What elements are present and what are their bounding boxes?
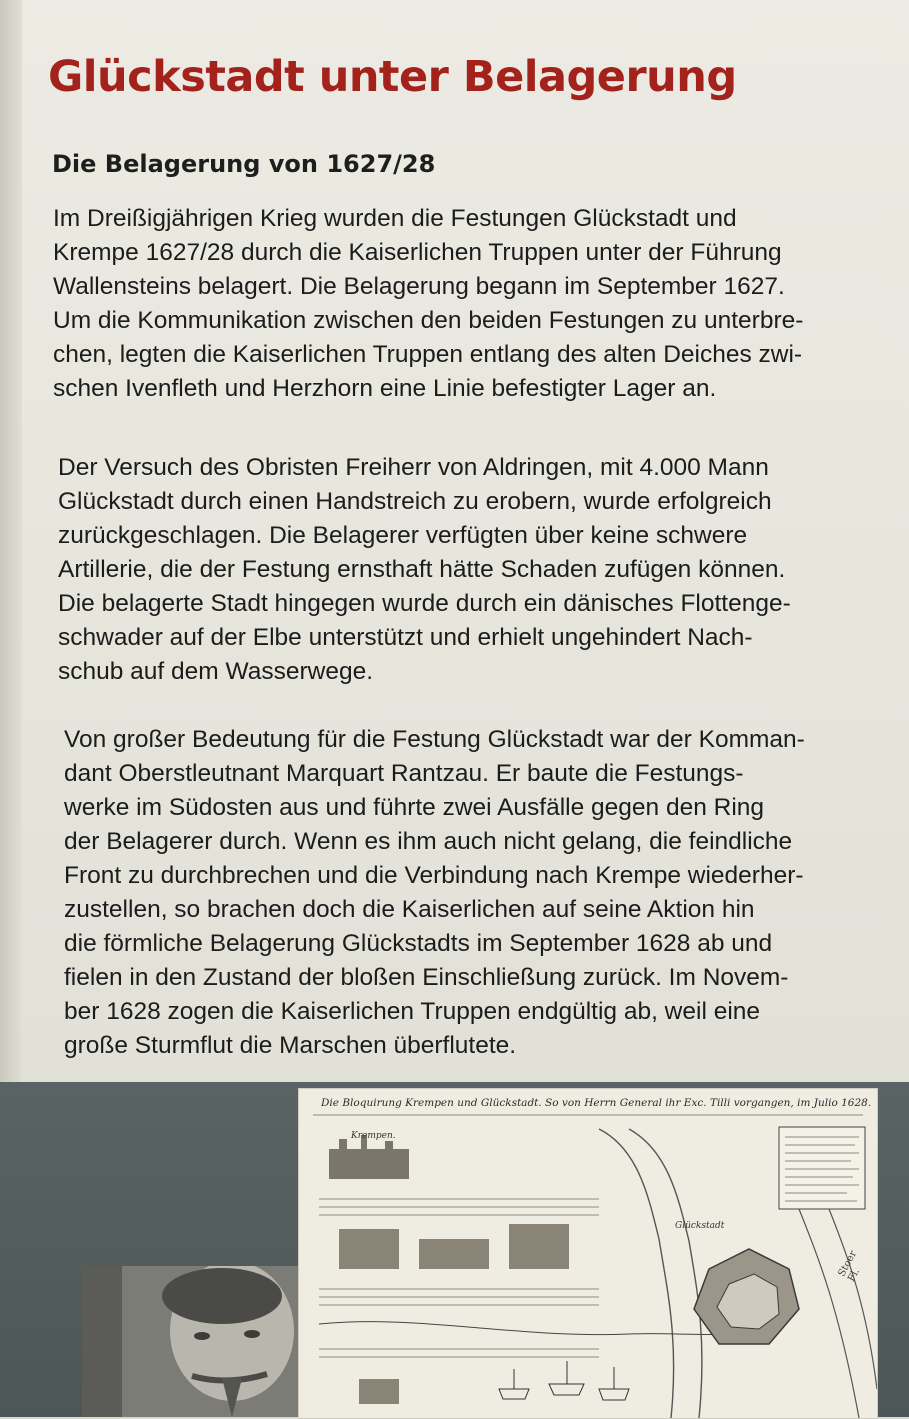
text-line: Um die Kommunikation zwischen den beiden Festungen zu unterbre-	[53, 307, 804, 334]
text-line: ber 1628 zogen die Kaiserlichen Truppen endgültig ab, weil eine	[64, 998, 761, 1025]
text-line: schen Ivenfleth und Herzhorn eine Linie befestigter Lager an.	[53, 375, 717, 402]
text-line: fielen in den Zustand der bloßen Einschließung zurück. Im Novem-	[64, 964, 789, 991]
wallenstein-portrait	[82, 1266, 298, 1417]
text-line: Wallensteins belagert. Die Belagerung begann im September 1627.	[53, 273, 785, 300]
section-heading: Die Belagerung von 1627/28	[52, 150, 436, 178]
text-line: schwader auf der Elbe unterstützt und erhielt ungehindert Nach-	[58, 624, 753, 651]
text-line: große Sturmflut die Marschen überflutete.	[64, 1032, 517, 1059]
text-line: Von großer Bedeutung für die Festung Glückstadt war der Komman-	[64, 726, 805, 753]
map-caption: Die Bloquirung Krempen und Glückstadt. So von Herrn General ihr Exc. Tilli vorgangen, im Julio 1628.	[321, 1097, 872, 1109]
portrait-illustration	[82, 1266, 298, 1417]
text-line: Die belagerte Stadt hingegen wurde durch ein dänisches Flottenge-	[58, 590, 791, 617]
paragraph-3	[64, 723, 805, 1063]
siege-map-engraving	[298, 1088, 878, 1419]
panel-title: Glückstadt unter Belagerung	[48, 52, 737, 102]
text-line: Glückstadt durch einen Handstreich zu erobern, wurde erfolgreich	[58, 488, 772, 515]
paragraph-1	[53, 202, 803, 406]
text-line: die förmliche Belagerung Glückstadts im September 1628 ab und	[64, 930, 773, 957]
paragraph-2	[58, 451, 791, 689]
text-line: Der Versuch des Obristen Freiherr von Aldringen, mit 4.000 Mann	[58, 454, 769, 481]
map-label-krempe: Krempen.	[351, 1131, 396, 1141]
text-line: Artillerie, die der Festung ernsthaft hätte Schaden zufügen können.	[58, 556, 786, 583]
map-label-river: Stoer Fl.	[836, 1249, 863, 1284]
text-line: zustellen, so brachen doch die Kaiserlichen auf seine Aktion hin	[64, 896, 755, 923]
text-line: zurückgeschlagen. Die Belagerer verfügten über keine schwere	[58, 522, 748, 549]
text-line: chen, legten die Kaiserlichen Truppen entlang des alten Deiches zwi-	[53, 341, 803, 368]
text-line: Front zu durchbrechen und die Verbindung nach Krempe wiederher-	[64, 862, 804, 889]
text-line: werke im Südosten aus und führte zwei Ausfälle gegen den Ring	[64, 794, 765, 821]
map-label-glueckstadt: Glückstadt	[675, 1221, 725, 1231]
text-line: Im Dreißigjährigen Krieg wurden die Festungen Glückstadt und	[53, 205, 737, 232]
text-line: schub auf dem Wasserwege.	[58, 658, 374, 685]
text-line: der Belagerer durch. Wenn es ihm auch nicht gelang, die feindliche	[64, 828, 793, 855]
text-line: Krempe 1627/28 durch die Kaiserlichen Truppen unter der Führung	[53, 239, 782, 266]
text-line: dant Oberstleutnant Marquart Rantzau. Er baute die Festungs-	[64, 760, 744, 787]
